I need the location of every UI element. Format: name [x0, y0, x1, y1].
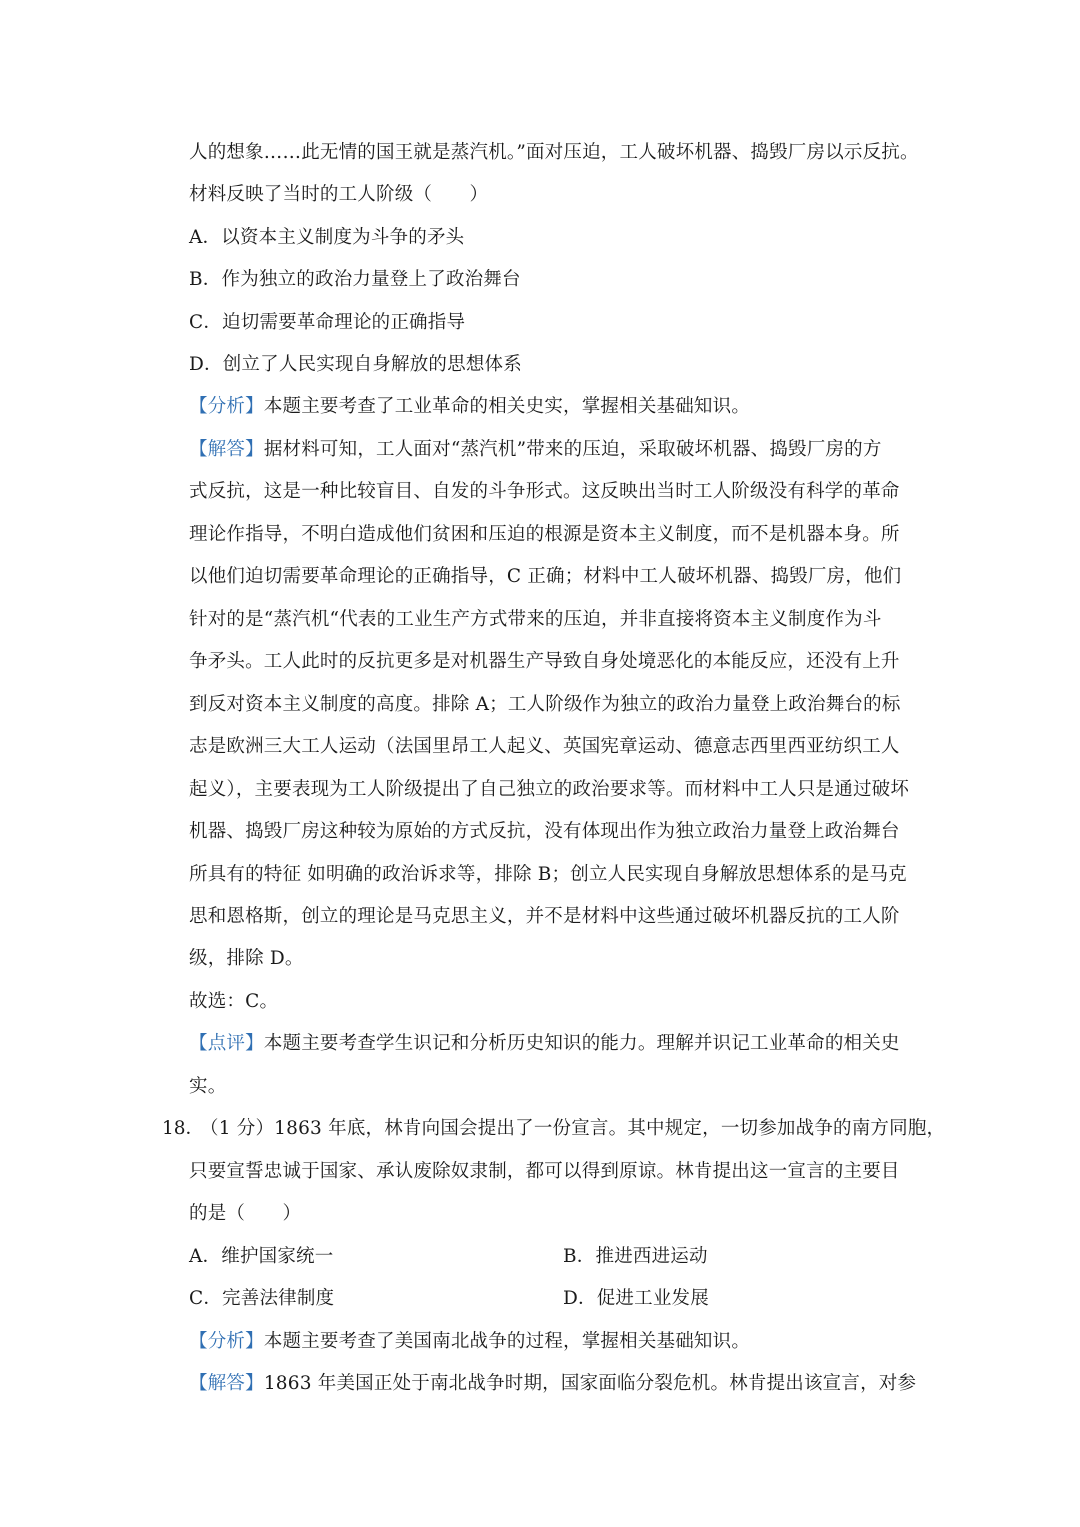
answer-tag: 【解答】: [189, 1373, 264, 1394]
analysis-text: 本题主要考查了美国南北战争的过程，掌握相关基础知识。: [263, 1331, 751, 1352]
q17-answer-line-11: 所具有的特征 如明确的政治诉求等，排除 B；创立人民实现自身解放思想体系的是马克: [189, 864, 907, 885]
q17-answer-line-13: 级，排除 D。: [189, 948, 304, 969]
q17-option-d: D．创立了人民实现自身解放的思想体系: [189, 354, 522, 375]
answer-text: 据材料可知，工人面对“蒸汽机”带来的压迫，采取破坏机器、捣毁厂房的方: [263, 439, 882, 460]
q17-option-a: A．以资本主义制度为斗争的矛头: [189, 227, 465, 248]
q17-choice: 故选：C。: [189, 991, 279, 1012]
q17-answer-line-3: 理论作指导，不明白造成他们贫困和压迫的根源是资本主义制度，而不是机器本身。所: [189, 524, 900, 545]
q17-analysis: [189, 394, 750, 420]
q17-answer-line-12: 思和恩格斯，创立的理论是马克思主义，并不是材料中这些通过破坏机器反抗的工人阶: [189, 906, 900, 927]
q18-stem-line-3: 的是（ ）: [189, 1203, 302, 1224]
comment-text: 本题主要考查学生识记和分析历史知识的能力。理解并识记工业革命的相关史: [263, 1033, 900, 1054]
q18-number: 18．: [162, 1118, 205, 1139]
comment-tag: 【点评】: [189, 1033, 264, 1054]
q18-option-c: C．完善法律制度: [189, 1288, 335, 1309]
analysis-tag: 【分析】: [189, 396, 264, 417]
q17-answer-line-7: 到反对资本主义制度的高度。排除 A；工人阶级作为独立的政治力量登上政治舞台的标: [189, 694, 901, 715]
analysis-text: 本题主要考查了工业革命的相关史实，掌握相关基础知识。: [263, 396, 751, 417]
answer-text: 1863 年美国正处于南北战争时期，国家面临分裂危机。林肯提出该宣言，对参: [263, 1373, 917, 1394]
q17-answer-line-4: 以他们迫切需要革命理论的正确指导，C 正确；材料中工人破坏机器、捣毁厂房，他们: [189, 566, 902, 587]
q18-stem-line-2: 只要宣誓忠诚于国家、承认废除奴隶制，都可以得到原谅。林肯提出这一宣言的主要目: [189, 1161, 900, 1182]
q18-option-d: D．促进工业发展: [563, 1288, 709, 1309]
q17-answer-line-5: 针对的是“蒸汽机“代表的工业生产方式带来的压迫，并非直接将资本主义制度作为斗: [189, 609, 882, 630]
q18-stem-line-1: （1 分）1863 年底，林肯向国会提出了一份宣言。其中规定，一切参加战争的南方同胞，: [200, 1118, 946, 1139]
q18-analysis: [189, 1329, 750, 1355]
q17-answer-line-6: 争矛头。工人此时的反抗更多是对机器生产导致自身处境恶化的本能反应，还没有上升: [189, 651, 900, 672]
q17-answer-line-10: 机器、捣毁厂房这种较为原始的方式反抗，没有体现出作为独立政治力量登上政治舞台: [189, 821, 900, 842]
q18-option-b: B．推进西进运动: [563, 1246, 708, 1267]
q18-answer-line-1: [189, 1371, 916, 1397]
q18-option-a: A．维护国家统一: [189, 1246, 334, 1267]
q17-option-b: B．作为独立的政治力量登上了政治舞台: [189, 269, 521, 290]
q17-stem-line-2: 材料反映了当时的工人阶级（ ）: [189, 184, 489, 205]
q17-stem-line-1: 人的想象……此无情的国王就是蒸汽机。”面对压迫，工人破坏机器、捣毁厂房以示反抗。: [189, 142, 919, 163]
q17-option-c: C．迫切需要革命理论的正确指导: [189, 312, 466, 333]
q17-answer-line-9: 起义），主要表现为工人阶级提出了自己独立的政治要求等。而材料中工人只是通过破坏: [189, 779, 910, 800]
q17-comment-line-1: [189, 1031, 900, 1057]
q17-answer-line-2: 式反抗，这是一种比较盲目、自发的斗争形式。这反映出当时工人阶级没有科学的革命: [189, 481, 900, 502]
answer-tag: 【解答】: [189, 439, 264, 460]
analysis-tag: 【分析】: [189, 1331, 264, 1352]
q17-comment-line-2: 实。: [189, 1076, 227, 1097]
q17-answer-line-8: 志是欧洲三大工人运动（法国里昂工人起义、英国宪章运动、德意志西里西亚纺织工人: [189, 736, 900, 757]
q17-answer-line-1: [189, 437, 882, 463]
